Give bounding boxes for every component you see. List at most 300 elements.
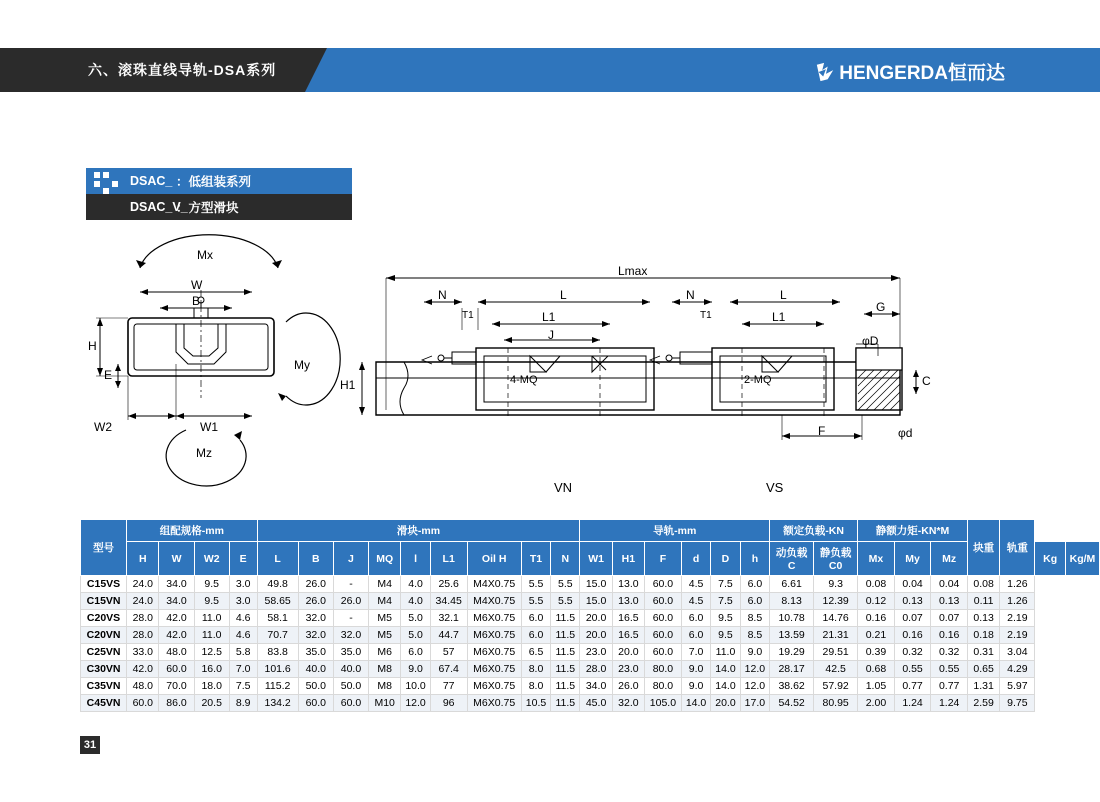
table-cell: 20.5 <box>194 695 229 712</box>
table-cell: 70.7 <box>257 627 298 644</box>
table-cell: 24.0 <box>127 576 159 593</box>
table-cell: 40.0 <box>298 661 333 678</box>
table-cell: 34.0 <box>580 678 612 695</box>
table-cell: 0.04 <box>931 576 968 593</box>
table-cell: 16.0 <box>194 661 229 678</box>
table-cell: M4 <box>369 576 401 593</box>
table-cell: M6X0.75 <box>467 695 521 712</box>
table-cell: 42.0 <box>127 661 159 678</box>
table-cell: 9.0 <box>681 678 710 695</box>
table-cell: 8.9 <box>229 695 257 712</box>
table-cell: M4X0.75 <box>467 593 521 610</box>
table-row <box>81 610 1100 627</box>
table-row <box>81 661 1100 678</box>
table-cell-model: C20VN <box>81 627 127 644</box>
table-cell: 28.0 <box>127 627 159 644</box>
table-cell: 33.0 <box>127 644 159 661</box>
table-cell: 44.7 <box>430 627 467 644</box>
table-cell: 10.5 <box>521 695 550 712</box>
table-cell: 26.0 <box>612 678 644 695</box>
table-cell: 86.0 <box>159 695 194 712</box>
table-cell: 13.0 <box>612 576 644 593</box>
table-cell: 9.5 <box>711 610 740 627</box>
table-cell: 80.95 <box>814 695 858 712</box>
column-header-h1: H1 <box>612 542 644 576</box>
column-header-f: F <box>645 542 682 576</box>
label-phid-upper: φD <box>862 334 879 348</box>
column-header-kg-m: Kg/M <box>1065 542 1099 576</box>
table-cell: 60.0 <box>645 593 682 610</box>
table-cell: 9.5 <box>711 627 740 644</box>
table-cell: 6.0 <box>740 576 769 593</box>
brand-name: HENGERDA恒而达 <box>839 63 1005 84</box>
table-cell: 13.0 <box>612 593 644 610</box>
table-cell: 12.0 <box>740 661 769 678</box>
label-g: G <box>876 300 886 314</box>
table-cell-model: C25VN <box>81 644 127 661</box>
table-cell: 9.0 <box>740 644 769 661</box>
table-cell: 134.2 <box>257 695 298 712</box>
table-row <box>81 627 1100 644</box>
table-cell: 8.0 <box>521 678 550 695</box>
table-cell: 14.0 <box>711 661 740 678</box>
table-cell: 0.77 <box>931 678 968 695</box>
table-cell: 77 <box>430 678 467 695</box>
table-cell: 4.6 <box>229 610 257 627</box>
table-cell: 60.0 <box>127 695 159 712</box>
legend-desc-2: ：方型滑块 <box>176 201 239 215</box>
column-header-d: d <box>681 542 710 576</box>
table-cell: 4.0 <box>401 576 430 593</box>
drawing-svg <box>0 230 1100 510</box>
table-cell: 23.0 <box>612 661 644 678</box>
label-l1-right: L1 <box>772 310 786 324</box>
table-cell: 2.19 <box>1000 610 1035 627</box>
table-cell: 9.5 <box>194 576 229 593</box>
table-cell: 6.0 <box>681 610 710 627</box>
table-cell: 34.45 <box>430 593 467 610</box>
table-cell: 0.11 <box>967 593 999 610</box>
table-cell: 12.0 <box>740 678 769 695</box>
column-header-h: h <box>740 542 769 576</box>
table-cell: 32.0 <box>298 627 333 644</box>
table-cell: 35.0 <box>298 644 333 661</box>
table-cell: 11.0 <box>194 610 229 627</box>
group-header-block: 滑块-mm <box>257 520 580 542</box>
table-cell: 24.0 <box>127 593 159 610</box>
column-header-n: N <box>551 542 580 576</box>
table-cell: 42.0 <box>159 610 194 627</box>
table-cell: 8.0 <box>521 661 550 678</box>
column-header-e: E <box>229 542 257 576</box>
column-header-w2: W2 <box>194 542 229 576</box>
table-cell: 0.65 <box>967 661 999 678</box>
table-cell: 105.0 <box>645 695 682 712</box>
table-cell: 28.17 <box>770 661 814 678</box>
table-cell: 3.04 <box>1000 644 1035 661</box>
column-header-mq: MQ <box>369 542 401 576</box>
table-cell: 7.5 <box>711 576 740 593</box>
table-cell: 80.0 <box>645 661 682 678</box>
table-cell: 35.0 <box>333 644 368 661</box>
table-cell: 42.0 <box>159 627 194 644</box>
table-cell: 45.0 <box>580 695 612 712</box>
table-cell: 26.0 <box>298 576 333 593</box>
legend-desc-1: ：低组装系列 <box>176 175 252 189</box>
table-cell: 1.05 <box>858 678 895 695</box>
table-cell: 3.0 <box>229 576 257 593</box>
table-cell: 34.0 <box>159 593 194 610</box>
table-cell: 101.6 <box>257 661 298 678</box>
table-cell: 7.0 <box>229 661 257 678</box>
table-cell: 5.5 <box>551 593 580 610</box>
table-column-header-row <box>81 542 1100 576</box>
column-header-l: L <box>257 542 298 576</box>
table-cell: 13.59 <box>770 627 814 644</box>
label-n-right: N <box>686 288 695 302</box>
legend-block <box>86 168 352 220</box>
table-cell-model: C45VN <box>81 695 127 712</box>
table-cell: 20.0 <box>612 644 644 661</box>
table-cell-model: C35VN <box>81 678 127 695</box>
label-w: W <box>191 278 203 292</box>
page-header <box>0 48 1100 92</box>
label-t1-left: T1 <box>462 310 474 321</box>
table-cell: 9.75 <box>1000 695 1035 712</box>
table-cell: 58.1 <box>257 610 298 627</box>
table-cell: 3.0 <box>229 593 257 610</box>
technical-drawing <box>0 230 1100 510</box>
table-cell: 60.0 <box>645 610 682 627</box>
group-header-model: 型号 <box>81 520 127 576</box>
table-cell: 34.0 <box>159 576 194 593</box>
table-cell: 4.6 <box>229 627 257 644</box>
table-cell: 12.5 <box>194 644 229 661</box>
table-cell: 6.0 <box>740 593 769 610</box>
table-cell-model: C15VN <box>81 593 127 610</box>
column-header-t1: T1 <box>521 542 550 576</box>
table-cell: M5 <box>369 627 401 644</box>
table-cell: 2.19 <box>1000 627 1035 644</box>
table-cell: 5.0 <box>401 610 430 627</box>
table-cell-model: C15VS <box>81 576 127 593</box>
table-cell: M6X0.75 <box>467 644 521 661</box>
table-cell: 6.0 <box>521 627 550 644</box>
label-l-left: L <box>560 288 567 302</box>
table-cell: 9.0 <box>401 661 430 678</box>
table-cell: 19.29 <box>770 644 814 661</box>
label-2mq: 2-MQ <box>744 374 772 386</box>
table-cell: M6 <box>369 644 401 661</box>
table-group-header-row <box>81 520 1100 542</box>
table-cell: 0.07 <box>931 610 968 627</box>
table-cell: 5.0 <box>401 627 430 644</box>
table-cell: 32.0 <box>333 627 368 644</box>
group-header-rail: 导轨-mm <box>580 520 770 542</box>
table-cell: 20.0 <box>580 627 612 644</box>
table-cell: 5.8 <box>229 644 257 661</box>
table-cell: 57.92 <box>814 678 858 695</box>
table-cell: 57 <box>430 644 467 661</box>
table-cell: 11.5 <box>551 644 580 661</box>
table-cell: M8 <box>369 661 401 678</box>
table-cell: 4.29 <box>1000 661 1035 678</box>
table-cell: 28.0 <box>580 661 612 678</box>
table-cell: 0.12 <box>858 593 895 610</box>
table-cell: 11.5 <box>551 627 580 644</box>
table-cell: 0.31 <box>967 644 999 661</box>
table-cell: 70.0 <box>159 678 194 695</box>
table-cell: 50.0 <box>333 678 368 695</box>
column-header-kg: Kg <box>1035 542 1065 576</box>
table-cell: 80.0 <box>645 678 682 695</box>
table-cell: 96 <box>430 695 467 712</box>
label-h1: H1 <box>340 378 356 392</box>
table-cell: 10.0 <box>401 678 430 695</box>
column-header-mz: Mz <box>931 542 968 576</box>
group-header-blockweight: 块重 <box>967 520 999 576</box>
table-cell: 16.5 <box>612 610 644 627</box>
label-phid-lower: φd <box>898 426 913 440</box>
table-cell: 50.0 <box>298 678 333 695</box>
table-cell: 0.77 <box>894 678 931 695</box>
table-row <box>81 678 1100 695</box>
table-cell: 8.5 <box>740 610 769 627</box>
table-cell: - <box>333 576 368 593</box>
table-cell: 60.0 <box>159 661 194 678</box>
table-cell-model: C30VN <box>81 661 127 678</box>
table-cell: 48.0 <box>159 644 194 661</box>
table-cell: 0.13 <box>931 593 968 610</box>
table-cell: 15.0 <box>580 576 612 593</box>
label-t1-right: T1 <box>700 310 712 321</box>
table-cell: M6X0.75 <box>467 627 521 644</box>
column-header-j: J <box>333 542 368 576</box>
column-header-w1: W1 <box>580 542 612 576</box>
table-cell: 29.51 <box>814 644 858 661</box>
table-cell: 11.5 <box>551 610 580 627</box>
column-header--c0: 静负载C0 <box>814 542 858 576</box>
page-title: 六、滚珠直线导轨-DSA系列 <box>88 62 277 78</box>
table-cell: 26.0 <box>298 593 333 610</box>
table-cell: 0.13 <box>967 610 999 627</box>
table-cell: 42.5 <box>814 661 858 678</box>
label-my: My <box>294 358 310 372</box>
table-row <box>81 644 1100 661</box>
table-cell: 7.5 <box>229 678 257 695</box>
table-cell: 1.26 <box>1000 593 1035 610</box>
table-cell: 0.32 <box>894 644 931 661</box>
column-header-b: B <box>298 542 333 576</box>
label-4mq: 4-MQ <box>510 374 538 386</box>
legend-dots-icon <box>86 168 130 194</box>
table-cell: 1.24 <box>894 695 931 712</box>
table-row <box>81 593 1100 610</box>
legend-code-1: DSAC_ <box>130 174 173 188</box>
column-header-my: My <box>894 542 931 576</box>
table-cell: M4X0.75 <box>467 576 521 593</box>
table-cell: M5 <box>369 610 401 627</box>
table-cell: 11.5 <box>551 678 580 695</box>
table-cell: 20.0 <box>580 610 612 627</box>
table-cell: 18.0 <box>194 678 229 695</box>
table-cell: 115.2 <box>257 678 298 695</box>
table-cell: 0.16 <box>894 627 931 644</box>
table-cell: 0.08 <box>967 576 999 593</box>
table-cell: 0.08 <box>858 576 895 593</box>
table-cell: 16.5 <box>612 627 644 644</box>
table-cell: 1.24 <box>931 695 968 712</box>
table-cell: 0.07 <box>894 610 931 627</box>
legend-row-dsac <box>86 168 352 194</box>
spec-table <box>80 519 1100 712</box>
table-cell: 12.0 <box>401 695 430 712</box>
label-n-left: N <box>438 288 447 302</box>
table-cell: 60.0 <box>333 695 368 712</box>
table-cell: 4.5 <box>681 576 710 593</box>
table-head <box>81 520 1100 576</box>
group-header-railweight: 轨重 <box>1000 520 1035 576</box>
label-l-right: L <box>780 288 787 302</box>
table-cell: 4.0 <box>401 593 430 610</box>
column-header-oil-h: Oil H <box>467 542 521 576</box>
table-cell: 38.62 <box>770 678 814 695</box>
table-cell: 6.61 <box>770 576 814 593</box>
column-header-d: D <box>711 542 740 576</box>
table-cell: 0.18 <box>967 627 999 644</box>
table-cell: M6X0.75 <box>467 661 521 678</box>
group-header-moment: 静额力矩-KN*M <box>858 520 968 542</box>
table-cell: 0.39 <box>858 644 895 661</box>
group-header-load: 额定负载-KN <box>770 520 858 542</box>
table-cell: 83.8 <box>257 644 298 661</box>
table-cell: 17.0 <box>740 695 769 712</box>
table-cell: 2.00 <box>858 695 895 712</box>
table-cell: 9.5 <box>194 593 229 610</box>
table-cell: 11.0 <box>194 627 229 644</box>
table-cell: 5.5 <box>521 593 550 610</box>
table-cell: 0.68 <box>858 661 895 678</box>
table-cell: 58.65 <box>257 593 298 610</box>
table-row <box>81 576 1100 593</box>
label-j: J <box>548 328 554 342</box>
column-header-l1: L1 <box>430 542 467 576</box>
column-header-l: l <box>401 542 430 576</box>
table-cell: 32.0 <box>612 695 644 712</box>
legend-code-2: DSAC_V_ <box>130 200 188 214</box>
table-cell: 25.6 <box>430 576 467 593</box>
label-w2: W2 <box>94 420 112 434</box>
table-cell: 11.5 <box>551 695 580 712</box>
table-cell: 54.52 <box>770 695 814 712</box>
column-header-w: W <box>159 542 194 576</box>
brand-mark-icon <box>815 61 835 83</box>
table-cell: 32.1 <box>430 610 467 627</box>
table-cell: 9.3 <box>814 576 858 593</box>
table-cell: 49.8 <box>257 576 298 593</box>
label-l1-left: L1 <box>542 310 556 324</box>
table-cell: 1.31 <box>967 678 999 695</box>
table-cell: 10.78 <box>770 610 814 627</box>
label-mz: Mz <box>196 446 212 460</box>
table-cell: M8 <box>369 678 401 695</box>
table-cell: 0.55 <box>931 661 968 678</box>
table-cell: 0.55 <box>894 661 931 678</box>
column-header--c: 动负载C <box>770 542 814 576</box>
table-cell: M10 <box>369 695 401 712</box>
table-cell: 0.21 <box>858 627 895 644</box>
table-cell: 11.0 <box>711 644 740 661</box>
table-cell: 5.5 <box>521 576 550 593</box>
table-cell: 5.5 <box>551 576 580 593</box>
table-cell: - <box>333 610 368 627</box>
table-cell: 5.97 <box>1000 678 1035 695</box>
table-cell: 23.0 <box>580 644 612 661</box>
label-mx: Mx <box>197 248 213 262</box>
table-cell: 14.0 <box>681 695 710 712</box>
table-cell: 7.5 <box>711 593 740 610</box>
table-cell: 11.5 <box>551 661 580 678</box>
table-cell: 48.0 <box>127 678 159 695</box>
table-cell: 6.0 <box>401 644 430 661</box>
table-cell: M6X0.75 <box>467 610 521 627</box>
table-cell: 6.0 <box>521 610 550 627</box>
table-cell: 28.0 <box>127 610 159 627</box>
table-cell: 6.5 <box>521 644 550 661</box>
table-cell: 0.04 <box>894 576 931 593</box>
legend-row-dsacv <box>86 194 352 220</box>
table-cell: 60.0 <box>645 627 682 644</box>
label-e: E <box>104 368 113 382</box>
table-cell: M4 <box>369 593 401 610</box>
label-b: B <box>192 294 201 308</box>
table-cell: 15.0 <box>580 593 612 610</box>
table-cell: 0.16 <box>858 610 895 627</box>
table-cell: 40.0 <box>333 661 368 678</box>
table-cell: 4.5 <box>681 593 710 610</box>
table-cell: 67.4 <box>430 661 467 678</box>
table-cell: 0.13 <box>894 593 931 610</box>
table-cell: 0.16 <box>931 627 968 644</box>
table-cell: 2.59 <box>967 695 999 712</box>
table-cell: 12.39 <box>814 593 858 610</box>
table-row <box>81 695 1100 712</box>
table-cell: 8.5 <box>740 627 769 644</box>
label-view-vs: VS <box>766 480 784 495</box>
label-w1: W1 <box>200 420 218 434</box>
column-header-h: H <box>127 542 159 576</box>
label-h: H <box>88 339 97 353</box>
table-cell: 20.0 <box>711 695 740 712</box>
table-cell: 32.0 <box>298 610 333 627</box>
page-number: 31 <box>80 736 100 754</box>
column-header-mx: Mx <box>858 542 895 576</box>
table-cell: 26.0 <box>333 593 368 610</box>
table-cell: 21.31 <box>814 627 858 644</box>
table-cell: 8.13 <box>770 593 814 610</box>
table-cell: 60.0 <box>298 695 333 712</box>
table-cell: 1.26 <box>1000 576 1035 593</box>
group-header-assembly: 组配规格-mm <box>127 520 257 542</box>
brand-logo <box>815 58 1005 85</box>
table-cell: 14.76 <box>814 610 858 627</box>
table-cell: 14.0 <box>711 678 740 695</box>
table-cell: 7.0 <box>681 644 710 661</box>
label-c: C <box>922 374 931 388</box>
table-cell: 6.0 <box>681 627 710 644</box>
table-cell: M6X0.75 <box>467 678 521 695</box>
table-cell: 9.0 <box>681 661 710 678</box>
